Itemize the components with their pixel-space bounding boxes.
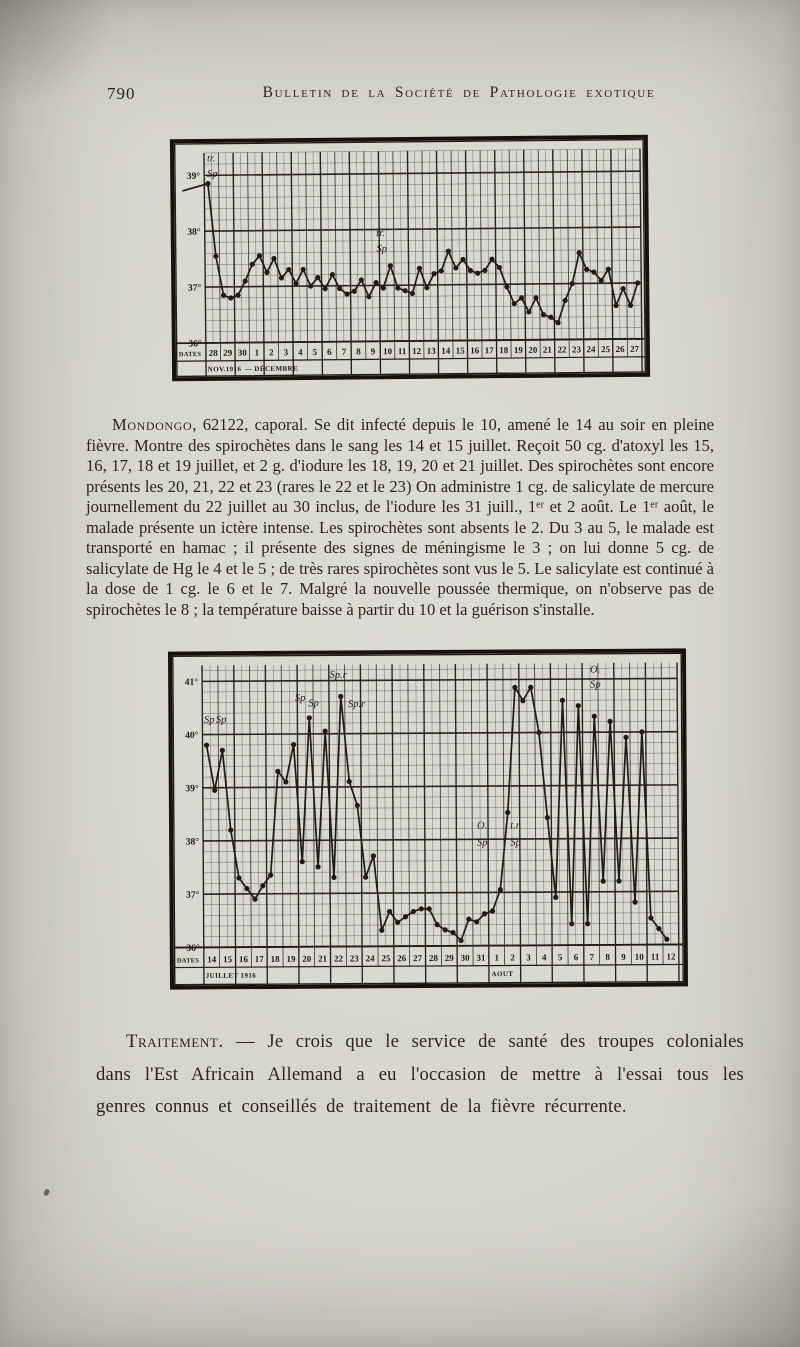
svg-text:Sp: Sp bbox=[376, 243, 387, 255]
case-text: , 62122, caporal. Se dit infecté depuis le 10, amené le 14 au soir en pleine fièvre. Montre des spirochètes dans le sang les 14 et 15 juillet. Reçoit 50 cg. d'atoxyl les 15, 16, 17, 18 et 19 juillet, et 2 g. d'iodure les 18, 19, 20 et 21 juillet. Des spirochètes sont encore présents les 20, 21, 22 et 23 (rares le 22 et le 23) On administre 1 cg. de salicylate de mercure journellement du 22 juillet au 30 inclus, de l'iodure les 31 juill., 1ᵉʳ et 2 août. Le 1ᵉʳ août, le malade présente un ictère intense. Les spirochètes sont absents le 2. Du 3 au 5, le malade est transporté en hamac ; il présente des signes de méningisme le 3 ; on lui donne 5 cg. de salicylate de Hg le 4 et le 5 ; de très rares spirochètes sont vus le 5. Le salicylate est continué à la dose de 1 cg. le 6 et le 7. Malgré la nouvelle poussée thermique, on n'observe pas de spirochètes le 8 ; la température baisse à partir du 10 et la guérison s'installe. bbox=[86, 415, 714, 619]
treatment-heading: Traitement. bbox=[126, 1031, 224, 1052]
svg-text:4: 4 bbox=[541, 952, 547, 963]
svg-text:AOUT: AOUT bbox=[491, 969, 514, 979]
svg-text:DATES: DATES bbox=[178, 351, 202, 359]
svg-text:22: 22 bbox=[557, 344, 567, 355]
svg-text:7: 7 bbox=[341, 346, 347, 357]
svg-text:12: 12 bbox=[666, 951, 676, 962]
temperature-chart-jul-aug bbox=[168, 648, 688, 989]
svg-text:23: 23 bbox=[571, 344, 582, 355]
svg-text:2: 2 bbox=[510, 952, 515, 963]
svg-text:23: 23 bbox=[349, 953, 359, 964]
journal-title: Bulletin de la Société de Pathologie exotique bbox=[262, 84, 656, 101]
svg-text:40°: 40° bbox=[185, 730, 199, 742]
svg-text:Sp: Sp bbox=[510, 837, 521, 849]
svg-text:31: 31 bbox=[476, 952, 486, 963]
chart-grid bbox=[175, 140, 646, 377]
svg-text:15: 15 bbox=[455, 345, 465, 356]
svg-text:30: 30 bbox=[460, 952, 470, 963]
svg-text:28: 28 bbox=[208, 347, 218, 358]
svg-text:29: 29 bbox=[444, 952, 454, 963]
svg-text:9: 9 bbox=[621, 951, 626, 962]
temperature-chart-nov-dec bbox=[170, 135, 650, 382]
svg-text:6: 6 bbox=[327, 346, 332, 357]
svg-text:39°: 39° bbox=[185, 783, 199, 795]
svg-text:t.r: t.r bbox=[510, 820, 520, 832]
svg-text:37°: 37° bbox=[185, 889, 200, 901]
svg-text:11: 11 bbox=[650, 951, 660, 962]
svg-text:10: 10 bbox=[383, 346, 393, 357]
svg-text:38°: 38° bbox=[185, 836, 200, 848]
temperature-chart-nov-dec-svg bbox=[174, 139, 646, 378]
svg-text:4: 4 bbox=[298, 347, 303, 358]
svg-text:3: 3 bbox=[526, 952, 531, 963]
svg-text:13: 13 bbox=[426, 345, 436, 356]
svg-text:41°: 41° bbox=[184, 676, 199, 688]
svg-text:7: 7 bbox=[589, 951, 595, 963]
svg-text:25: 25 bbox=[601, 344, 611, 355]
page-number: 790 bbox=[107, 84, 136, 103]
svg-text:11: 11 bbox=[397, 346, 407, 357]
svg-text:25: 25 bbox=[381, 953, 391, 964]
svg-text:Sp: Sp bbox=[590, 679, 601, 691]
svg-text:19: 19 bbox=[286, 953, 296, 964]
svg-text:26: 26 bbox=[615, 343, 625, 355]
svg-text:29: 29 bbox=[223, 347, 233, 358]
svg-text:Sp: Sp bbox=[294, 692, 306, 705]
svg-text:tr.: tr. bbox=[376, 228, 385, 240]
svg-text:21: 21 bbox=[542, 344, 552, 355]
svg-text:16: 16 bbox=[470, 345, 480, 356]
svg-text:36°: 36° bbox=[186, 942, 200, 954]
svg-text:14: 14 bbox=[207, 954, 217, 965]
svg-text:22: 22 bbox=[333, 953, 343, 964]
svg-text:Sp.r: Sp.r bbox=[347, 698, 366, 711]
svg-text:17: 17 bbox=[254, 954, 264, 965]
svg-text:5: 5 bbox=[312, 346, 318, 357]
svg-text:O.: O. bbox=[589, 664, 601, 676]
svg-text:28: 28 bbox=[428, 952, 438, 963]
case-paragraph bbox=[86, 415, 714, 620]
treatment-text: — Je crois que le service de santé des troupes coloniales dans l'Est Africain Allemand a eu l'occasion de mettre à l'essai tous les genres connus et conseillés de traitement de la fièvre récurrente. bbox=[96, 1031, 744, 1117]
page-header bbox=[0, 0, 800, 102]
svg-text:12: 12 bbox=[412, 345, 422, 356]
svg-text:Sp: Sp bbox=[308, 698, 319, 710]
svg-text:39°: 39° bbox=[186, 170, 201, 182]
svg-text:37°: 37° bbox=[187, 282, 202, 294]
svg-text:16: 16 bbox=[238, 954, 248, 965]
svg-text:Sp: Sp bbox=[477, 837, 488, 849]
svg-text:30: 30 bbox=[237, 347, 247, 358]
svg-text:27: 27 bbox=[413, 953, 423, 964]
svg-text:15: 15 bbox=[223, 954, 233, 965]
svg-text:1: 1 bbox=[494, 952, 500, 963]
ink-speck bbox=[43, 1188, 50, 1196]
svg-text:36°: 36° bbox=[188, 338, 202, 350]
svg-text:18: 18 bbox=[499, 345, 509, 356]
svg-text:14: 14 bbox=[441, 345, 451, 356]
svg-text:17: 17 bbox=[484, 345, 494, 356]
temperature-chart-jul-aug-svg bbox=[172, 652, 684, 985]
svg-text:18: 18 bbox=[270, 953, 280, 964]
svg-text:2: 2 bbox=[269, 347, 274, 358]
svg-text:O.: O. bbox=[476, 820, 488, 832]
svg-text:Sp: Sp bbox=[215, 714, 227, 726]
svg-text:27: 27 bbox=[630, 343, 640, 354]
svg-text:5: 5 bbox=[557, 952, 563, 963]
svg-text:8: 8 bbox=[605, 951, 610, 962]
svg-text:38°: 38° bbox=[187, 226, 201, 238]
svg-text:DATES: DATES bbox=[176, 957, 200, 965]
treatment-paragraph bbox=[96, 1026, 744, 1124]
svg-text:20: 20 bbox=[302, 953, 312, 964]
svg-text:tr.: tr. bbox=[206, 153, 216, 165]
svg-text:26: 26 bbox=[397, 953, 407, 964]
svg-text:20: 20 bbox=[528, 344, 538, 355]
svg-text:10: 10 bbox=[634, 951, 644, 962]
svg-text:19: 19 bbox=[513, 344, 523, 356]
svg-text:24: 24 bbox=[365, 953, 375, 964]
svg-text:9: 9 bbox=[370, 346, 376, 357]
patient-name: Mondongo bbox=[112, 415, 193, 434]
svg-text:3: 3 bbox=[283, 347, 289, 358]
svg-text:24: 24 bbox=[586, 344, 596, 355]
svg-text:21: 21 bbox=[318, 953, 328, 964]
svg-text:Sp: Sp bbox=[207, 168, 218, 180]
svg-text:1: 1 bbox=[254, 347, 260, 358]
svg-text:6: 6 bbox=[573, 952, 579, 963]
svg-text:Sp.r: Sp.r bbox=[329, 669, 347, 681]
svg-text:NOV.1916: NOV.1916 bbox=[207, 365, 242, 374]
svg-text:— DÉCEMBRE: — DÉCEMBRE bbox=[244, 364, 299, 374]
svg-text:8: 8 bbox=[356, 346, 361, 357]
svg-text:JUILLET 1916: JUILLET 1916 bbox=[205, 971, 257, 980]
svg-text:Sp: Sp bbox=[203, 714, 215, 726]
